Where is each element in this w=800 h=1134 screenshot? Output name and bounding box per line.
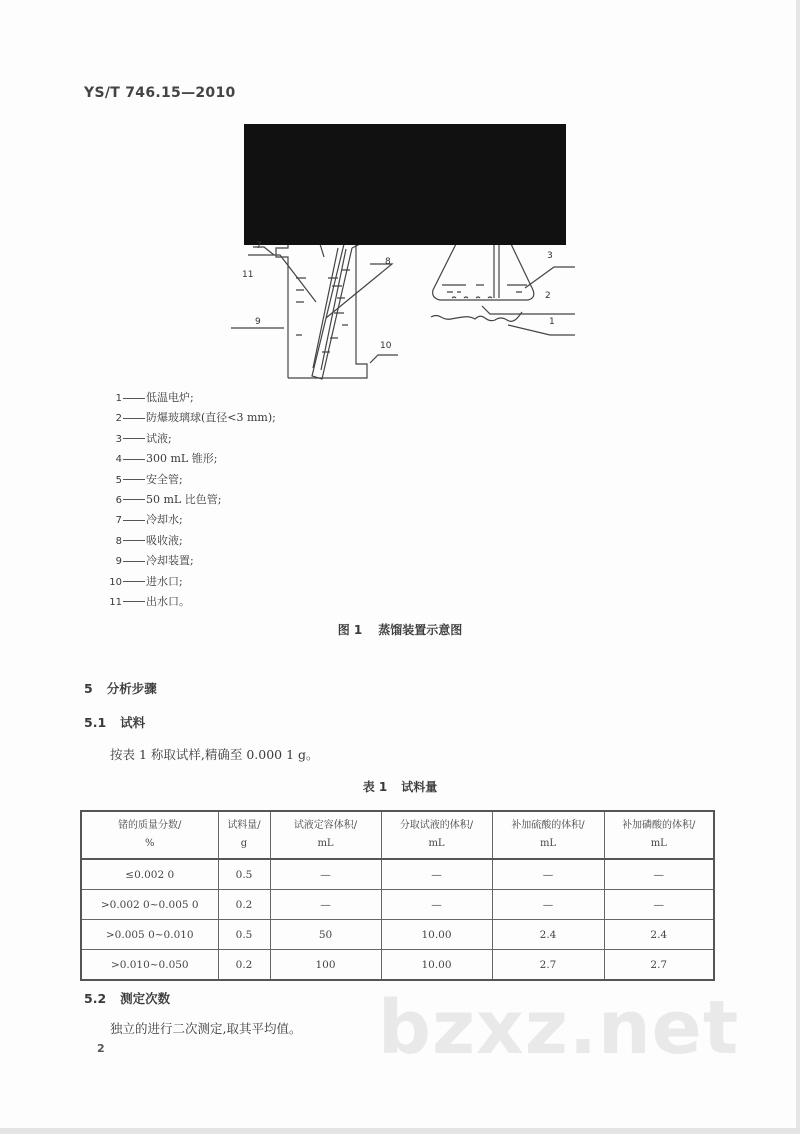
watermark: bzxz.net	[378, 985, 740, 1071]
callout-label: 3	[547, 251, 553, 261]
table-cell: —	[381, 890, 492, 920]
paragraph: 独立的进行二次测定,取其平均值。	[110, 1021, 302, 1036]
page-edge	[796, 0, 800, 1134]
callout-label: 11	[242, 270, 254, 280]
table-cell: —	[492, 890, 604, 920]
table-caption	[0, 778, 800, 795]
table-cell: —	[270, 890, 381, 920]
table-cell: —	[270, 859, 381, 890]
legend-item: 11 出水口。	[109, 594, 190, 608]
legend-item: 3 试液;	[115, 431, 172, 445]
table-row	[81, 950, 714, 981]
table-cell: 100	[270, 950, 381, 981]
subsection-heading: 5.1 试料	[84, 715, 146, 730]
legend-item: 6 50 mL 比色管;	[115, 492, 222, 506]
column-header: 分取试液的体积/ mL	[381, 811, 492, 859]
distillation-apparatus-figure	[220, 120, 590, 380]
callout-label: 1	[549, 317, 555, 327]
figure-caption-label: 图 1	[337, 623, 363, 637]
table-cell: 50	[270, 920, 381, 950]
page-number: 2	[97, 1042, 105, 1055]
paragraph: 按表 1 称取试样,精确至 0.000 1 g。	[110, 747, 319, 762]
legend-item: 8 吸收液;	[115, 533, 183, 547]
figure-legend	[108, 388, 276, 612]
table-cell: 10.00	[381, 950, 492, 981]
section-heading: 5 分析步骤	[84, 681, 157, 696]
callout-label: 8	[385, 257, 391, 267]
table-cell: 2.7	[604, 950, 714, 981]
table-row	[81, 920, 714, 950]
column-header: 试液定容体积/ mL	[270, 811, 381, 859]
column-header: 锗的质量分数/ %	[81, 811, 218, 859]
table-caption-label: 表 1	[362, 780, 388, 794]
standard-code: YS/T 746.15—2010	[84, 85, 236, 101]
table-cell: 0.5	[218, 859, 270, 890]
redacted-region	[244, 124, 566, 245]
table-cell: 2.4	[492, 920, 604, 950]
callout-label: 9	[255, 317, 261, 327]
table-cell: —	[381, 859, 492, 890]
legend-item: 5 安全管;	[115, 472, 183, 486]
page-edge	[0, 1128, 800, 1134]
callout-label: 10	[380, 341, 392, 351]
legend-item: 2 防爆玻璃球(直径<3 mm);	[115, 411, 276, 425]
table-cell: 2.4	[604, 920, 714, 950]
table-cell: >0.002 0~0.005 0	[81, 890, 218, 920]
table-cell: 0.2	[218, 890, 270, 920]
legend-item: 1 低温电炉;	[115, 391, 194, 404]
legend-item: 7 冷却水;	[115, 513, 183, 527]
table-cell: 0.2	[218, 950, 270, 981]
table-row	[81, 890, 714, 920]
figure-caption-title: 蒸馏装置示意图	[378, 623, 463, 637]
table-cell: 2.7	[492, 950, 604, 981]
column-header: 试料量/ g	[218, 811, 270, 859]
sample-amount-table	[80, 810, 715, 981]
table-header-row	[81, 811, 714, 859]
table-cell: ≤0.002 0	[81, 859, 218, 890]
subsection-heading: 5.2 测定次数	[84, 991, 171, 1006]
table-cell: >0.005 0~0.010	[81, 920, 218, 950]
callout-label: 2	[545, 291, 551, 301]
callout-label: 7	[256, 241, 262, 251]
table-cell: —	[604, 859, 714, 890]
figure-caption	[0, 621, 800, 638]
legend-item: 10 进水口;	[109, 574, 183, 588]
table-caption-title: 试料量	[401, 780, 438, 794]
legend-item: 4 300 mL 锥形;	[115, 452, 218, 466]
legend-item: 9 冷却装置;	[115, 554, 194, 568]
table-cell: —	[604, 890, 714, 920]
table-cell: —	[492, 859, 604, 890]
table-cell: 10.00	[381, 920, 492, 950]
column-header: 补加磷酸的体积/ mL	[604, 811, 714, 859]
table-cell: 0.5	[218, 920, 270, 950]
table-cell: >0.010~0.050	[81, 950, 218, 981]
table-row	[81, 859, 714, 890]
column-header: 补加硫酸的体积/ mL	[492, 811, 604, 859]
